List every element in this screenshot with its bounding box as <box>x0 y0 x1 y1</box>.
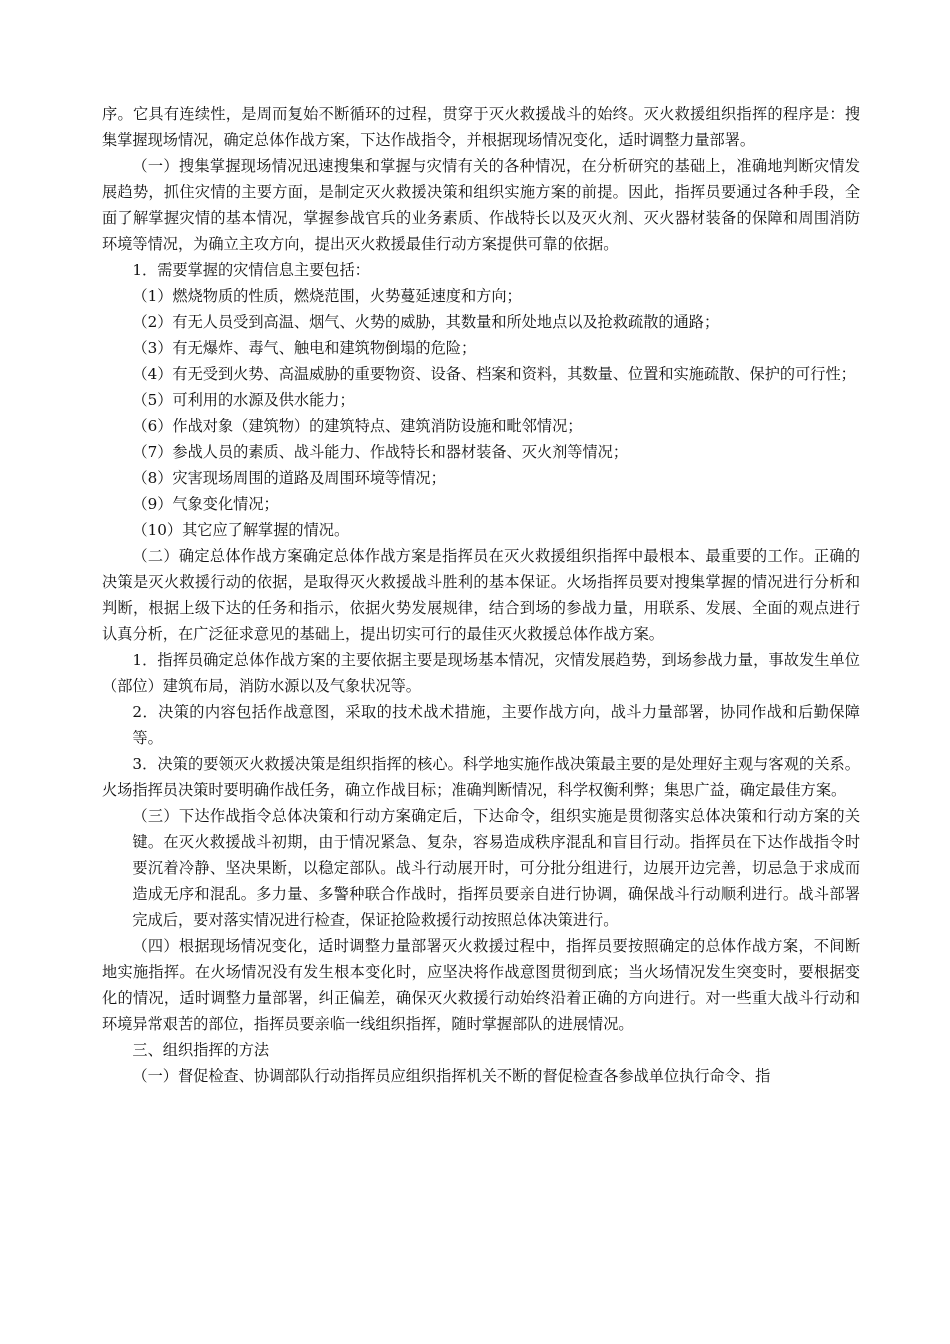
paragraph-section-4-heading: （四）根据现场情况变化，适时调整力量部署灭火救援过程中，指挥员要按照确定的总体作战方案，不间断地实施指挥。在火场情况没有发生根本变化时，应坚决将作战意图贯彻到底；当火场情况发生突变时，要根据变化的情况，适时调整力量部署，纠正偏差，确保灭火救援行动始终沿着正确的方向进行。对一些重大战斗行动和环境异常艰苦的部位，指挥员要亲临一线组织指挥，随时掌握部队的进展情况。 <box>102 937 860 1033</box>
paragraph-section-3-heading: （三）下达作战指令总体决策和行动方案确定后，下达命令，组织实施是贯彻落实总体决策和行动方案的关键。在灭火救援战斗初期，由于情况紧急、复杂，容易造成秩序混乱和盲目行动。指挥员在下达作战指令时要沉着冷静、坚决果断，以稳定部队。战斗行动展开时，可分批分组进行，边展开边完善，切忌急于求成而造成无序和混乱。多力量、多警种联合作战时，指挥员要亲自进行协调，确保战斗行动顺利进行。战斗部署完成后，要对落实情况进行检查，保证抢险救援行动按照总体决策进行。 <box>132 807 860 929</box>
list-item: （7）参战人员的素质、战斗能力、作战特长和器材装备、灭火剂等情况； <box>132 443 629 461</box>
list-item: （1）燃烧物质的性质，燃烧范围，火势蔓延速度和方向； <box>132 287 522 305</box>
paragraph-intro: 序。它具有连续性，是周而复始不断循环的过程，贯穿于灭火救援战斗的始终。灭火救援组织指挥的程序是：搜集掌握现场情况，确定总体作战方案，下达作战指令，并根据现场情况变化，适时调整力量部署。 <box>102 105 860 149</box>
document-body <box>102 101 860 1089</box>
paragraph-decision-basis: 1．指挥员确定总体作战方案的主要依据主要是现场基本情况，灾情发展趋势，到场参战力量，事故发生单位（部位）建筑布局，消防水源以及气象状况等。 <box>102 651 860 695</box>
section-heading-methods: 三、组织指挥的方法 <box>132 1041 270 1059</box>
list-item: （4）有无受到火势、高温威胁的重要物资、设备、档案和资料，其数量、位置和实施疏散、保护的可行性； <box>132 365 856 383</box>
paragraph-decision-content: 2．决策的内容包括作战意图，采取的技术战术措施，主要作战方向，战斗力量部署，协同作战和后勤保障等。 <box>132 703 860 747</box>
list-item: （9）气象变化情况； <box>132 495 279 513</box>
list-item: （8）灾害现场周围的道路及周围环境等情况； <box>132 469 446 487</box>
list-item: （3）有无爆炸、毒气、触电和建筑物倒塌的危险； <box>132 339 477 357</box>
paragraph-section-2-heading: （二）确定总体作战方案确定总体作战方案是指挥员在灭火救援组织指挥中最根本、最重要的工作。正确的决策是灭火救援行动的依据，是取得灭火救援战斗胜利的基本保证。火场指挥员要对搜集掌握的情况进行分析和判断，根据上级下达的任务和指示，依据火势发展规律，结合到场的参战力量，用联系、发展、全面的观点进行认真分析，在广泛征求意见的基础上，提出切实可行的最佳灭火救援总体作战方案。 <box>102 547 860 643</box>
list-item: （10）其它应了解掌握的情况。 <box>132 521 350 539</box>
list-item: （2）有无人员受到高温、烟气、火势的威胁，其数量和所处地点以及抢救疏散的通路； <box>132 313 720 331</box>
list-item: （6）作战对象（建筑物）的建筑特点、建筑消防设施和毗邻情况； <box>132 417 583 435</box>
paragraph-decision-essentials: 3．决策的要领灭火救援决策是组织指挥的核心。科学地实施作战决策最主要的是处理好主观与客观的关系。火场指挥员决策时要明确作战任务，确立作战目标；准确判断情况，科学权衡利弊；集思广益，确定最佳方案。 <box>102 755 860 799</box>
list-item: （5）可利用的水源及供水能力； <box>132 391 355 409</box>
paragraph-info-list-heading: 1．需要掌握的灾情信息主要包括： <box>132 261 370 279</box>
paragraph-section-1-heading: （一）搜集掌握现场情况迅速搜集和掌握与灾情有关的各种情况，在分析研究的基础上，准确地判断灾情发展趋势，抓住灾情的主要方面，是制定灭火救援决策和组织实施方案的前提。因此，指挥员要通过各种手段，全面了解掌握灾情的基本情况，掌握参战官兵的业务素质、作战特长以及灭火剂、灭火器材装备的保障和周围消防环境等情况，为确立主攻方向，提出灭火救援最佳行动方案提供可靠的依据。 <box>102 157 860 253</box>
paragraph-methods-1: （一）督促检查、协调部队行动指挥员应组织指挥机关不断的督促检查各参战单位执行命令、指 <box>132 1067 771 1085</box>
